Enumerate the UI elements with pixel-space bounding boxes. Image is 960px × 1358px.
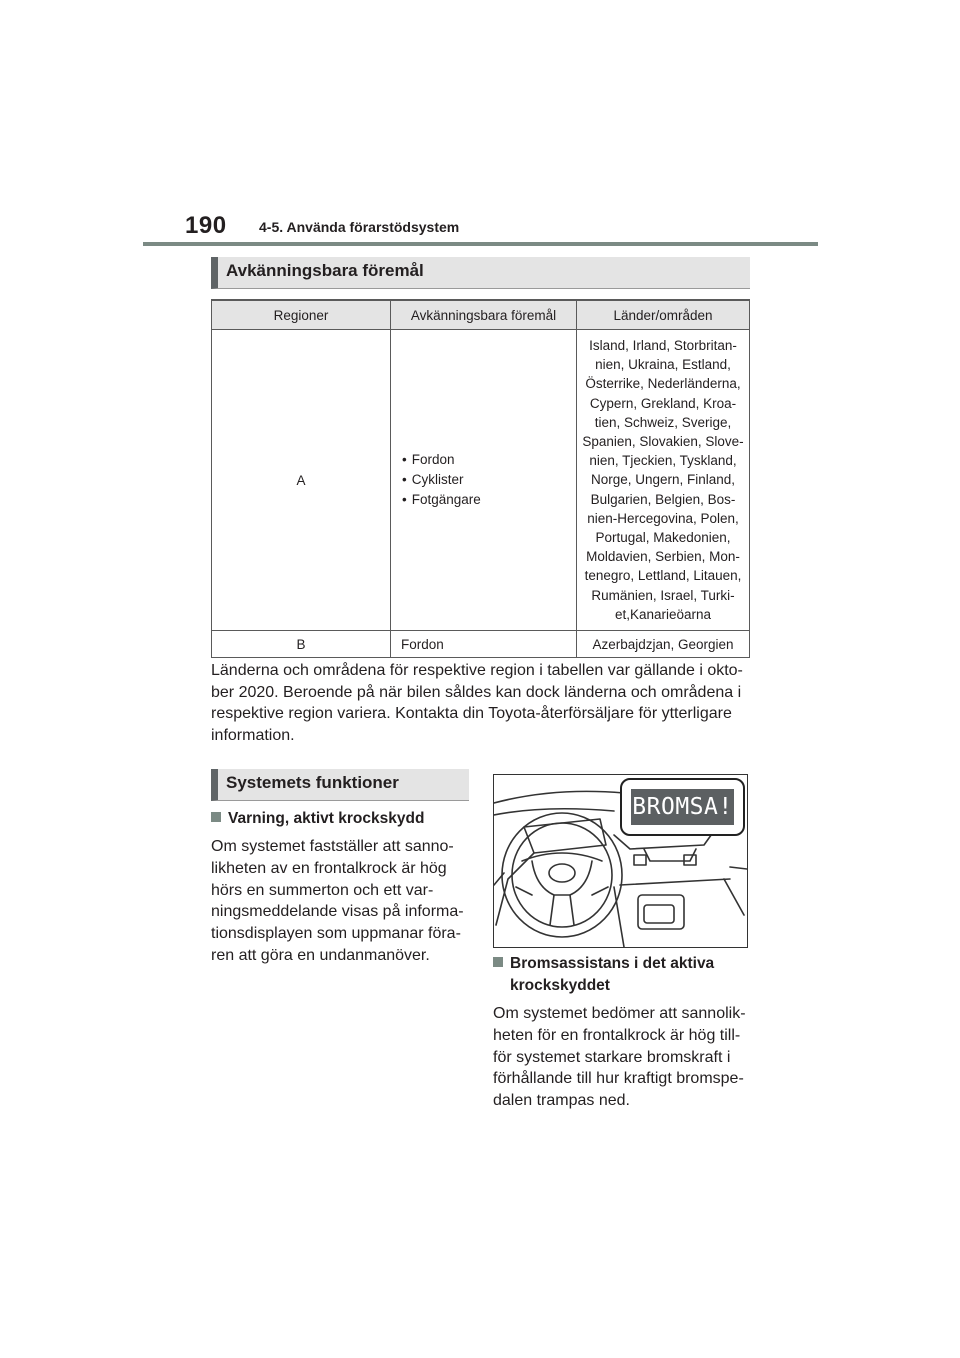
- countries-line: nien, Tjeckien, Tyskland,: [589, 453, 737, 469]
- table-header-row: [212, 300, 750, 330]
- countries-line: Rumänien, Israel, Turki-: [591, 587, 735, 603]
- brake-assist-text-line: dalen trampas ned.: [493, 1092, 630, 1110]
- countries-line: Portugal, Makedonien,: [595, 530, 731, 546]
- page-number: 190: [185, 212, 227, 239]
- countries-line: Island, Irland, Storbritan-: [589, 338, 737, 353]
- warning-text-line: Om systemet fastställer att sanno-: [211, 838, 454, 855]
- region-cell: B: [212, 631, 391, 658]
- countries-line: tenegro, Lettland, Litauen,: [584, 568, 742, 584]
- warning-heading: [211, 808, 473, 830]
- countries-line: Cypern, Grekland, Kroa-: [589, 395, 737, 411]
- objects-cell: Fordon: [391, 631, 577, 658]
- header-rule: [143, 242, 818, 246]
- list-item: • Cyklister: [402, 470, 575, 490]
- section-heading-detectable-objects: Avkänningsbara föremål: [211, 257, 750, 289]
- brake-assist-text-line: Om systemet bedömer att sannolik-: [493, 1005, 746, 1022]
- warning-text-line: ningsmeddelande visas på informa-: [211, 903, 464, 921]
- list-item: • Fotgängare: [402, 490, 575, 510]
- countries-cell: [577, 330, 750, 631]
- warning-block: [211, 808, 473, 967]
- region-note-paragraph: Länderna och områdena för respektive region i tabellen var gällande i okto-ber 2020. Beroende på när bilen såldes kan dock länderna och områdena i respektive region variera. Kontakta din Toyota-återförsäljare för ytterligare information.: [211, 662, 743, 744]
- objects-cell: [391, 330, 577, 631]
- countries-line: Norge, Ungern, Finland,: [590, 472, 736, 488]
- brake-assist-heading-text: Bromsassistans i det aktiva: [510, 955, 715, 972]
- countries-line: et,Kanarieöarna: [614, 606, 712, 622]
- brake-assist-text-line: förhållande till hur kraftigt bromspe-: [493, 1070, 744, 1088]
- square-bullet-icon: [493, 957, 503, 967]
- countries-line: tien, Schweiz, Sverige,: [594, 414, 732, 430]
- objects-list: [392, 450, 575, 510]
- brake-assist-heading-continued: krockskyddet: [510, 977, 610, 994]
- region-cell: A: [212, 330, 391, 631]
- countries-line: Moldavien, Serbien, Mon-: [586, 549, 740, 565]
- countries-line: Bulgarien, Belgien, Bos-: [590, 491, 736, 507]
- cockpit-illustration: [493, 774, 748, 948]
- chapter-label: 4-5. Använda förarstödsystem: [259, 219, 460, 235]
- warning-text-line: ren att göra en undanmanöver.: [211, 946, 430, 964]
- column-header-objects: Avkänningsbara föremål: [391, 300, 577, 330]
- countries-line: Österrike, Nederländerna,: [585, 376, 741, 392]
- brake-warning-display: BROMSA!: [631, 789, 734, 825]
- detectable-objects-table: [211, 299, 750, 658]
- brake-assist-block: [493, 953, 755, 1112]
- countries-line: nien-Hercegovina, Polen,: [587, 510, 739, 526]
- brake-assist-text-line: heten för en frontalkrock är hög till-: [493, 1026, 741, 1044]
- countries-line: nien, Ukraina, Estland,: [595, 357, 731, 373]
- countries-line: Spanien, Slovakien, Slove-: [582, 434, 744, 450]
- warning-display-bubble: [620, 778, 745, 836]
- column-header-regions: Regioner: [212, 300, 391, 330]
- list-item: • Fordon: [402, 450, 575, 470]
- brake-assist-text-line: för systemet starkare bromskraft i: [493, 1048, 731, 1066]
- warning-heading-text: Varning, aktivt krockskydd: [228, 810, 425, 827]
- table-row: [212, 330, 750, 631]
- brake-assist-heading: [493, 953, 755, 975]
- warning-text-line: hörs en summerton och ett var-: [211, 881, 434, 899]
- countries-cell: Azerbajdzjan, Georgien: [577, 631, 750, 658]
- column-header-countries: Länder/områden: [577, 300, 750, 330]
- square-bullet-icon: [211, 812, 221, 822]
- warning-text-line: likheten av en frontalkrock är hög: [211, 859, 447, 877]
- section-heading-system-functions: Systemets funktioner: [211, 769, 469, 801]
- warning-text-line: tionsdisplayen som uppmanar föra-: [211, 925, 461, 943]
- table-row: [212, 631, 750, 658]
